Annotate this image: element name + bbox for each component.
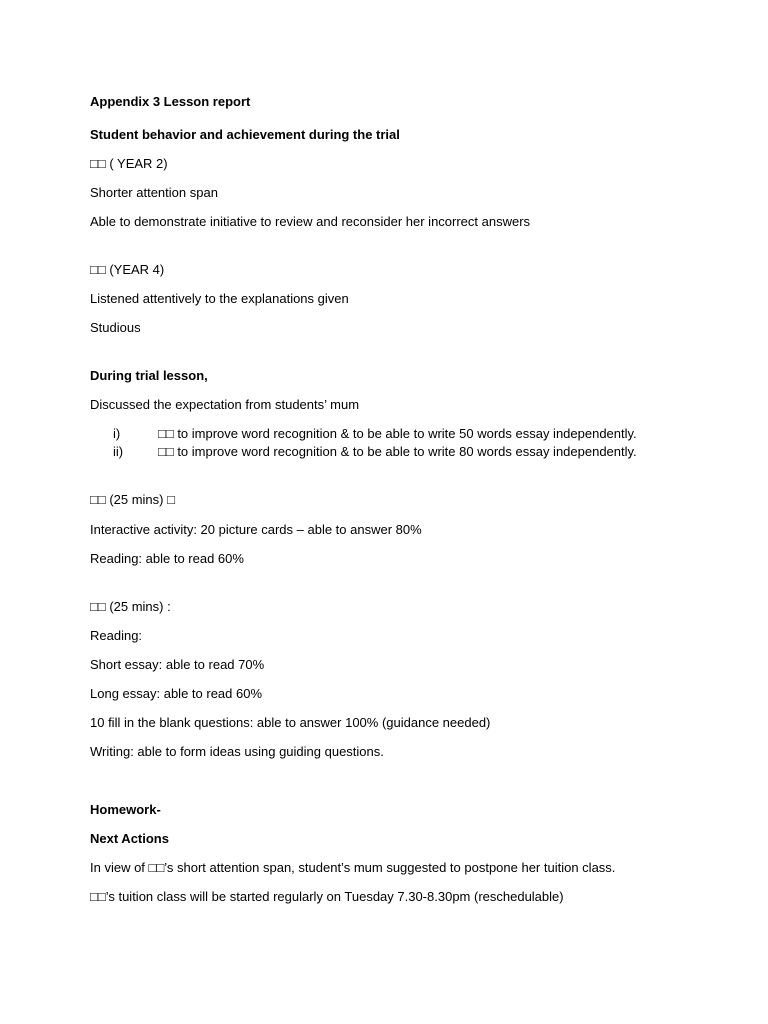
session2-line: Writing: able to form ideas using guiding questions. (90, 744, 384, 759)
session2-header: □□ (25 mins) : (90, 599, 171, 614)
student1-note: Shorter attention span (90, 185, 218, 200)
list-item-number: ii) (113, 444, 124, 459)
section-heading: Student behavior and achievement during the trial (90, 127, 400, 142)
session2-line: Reading: (90, 628, 143, 643)
homework-heading: Homework- (90, 802, 161, 817)
session1-line: Reading: able to read 60% (90, 551, 244, 566)
student2-note: Studious (90, 320, 141, 335)
trial-intro: Discussed the expectation from students’ mum (90, 397, 360, 412)
next-actions-line: □□’s tuition class will be started regularly on Tuesday 7.30-8.30pm (reschedulable) (90, 889, 564, 904)
document-title: Appendix 3 Lesson report (90, 94, 251, 109)
session2-line: 10 fill in the blank questions: able to answer 100% (guidance needed) (90, 715, 491, 730)
student1-note: Able to demonstrate initiative to review and reconsider her incorrect answers (90, 214, 531, 229)
list-item-number: i) (113, 426, 121, 441)
student2-header: □□ (YEAR 4) (90, 262, 165, 277)
student2-note: Listened attentively to the explanations given (90, 291, 349, 306)
list-item-text: □□ to improve word recognition & to be able to write 80 words essay independently. (158, 444, 637, 459)
next-actions-heading: Next Actions (90, 831, 169, 846)
session1-line: Interactive activity: 20 picture cards – able to answer 80% (90, 522, 422, 537)
session2-line: Short essay: able to read 70% (90, 657, 265, 672)
trial-heading: During trial lesson, (90, 368, 208, 383)
next-actions-line: In view of □□’s short attention span, student’s mum suggested to postpone her tuition class. (90, 860, 616, 875)
session1-header: □□ (25 mins) □ (90, 492, 175, 507)
session2-line: Long essay: able to read 60% (90, 686, 263, 701)
list-item-text: □□ to improve word recognition & to be able to write 50 words essay independently. (158, 426, 637, 441)
student1-header: □□ ( YEAR 2) (90, 156, 168, 171)
